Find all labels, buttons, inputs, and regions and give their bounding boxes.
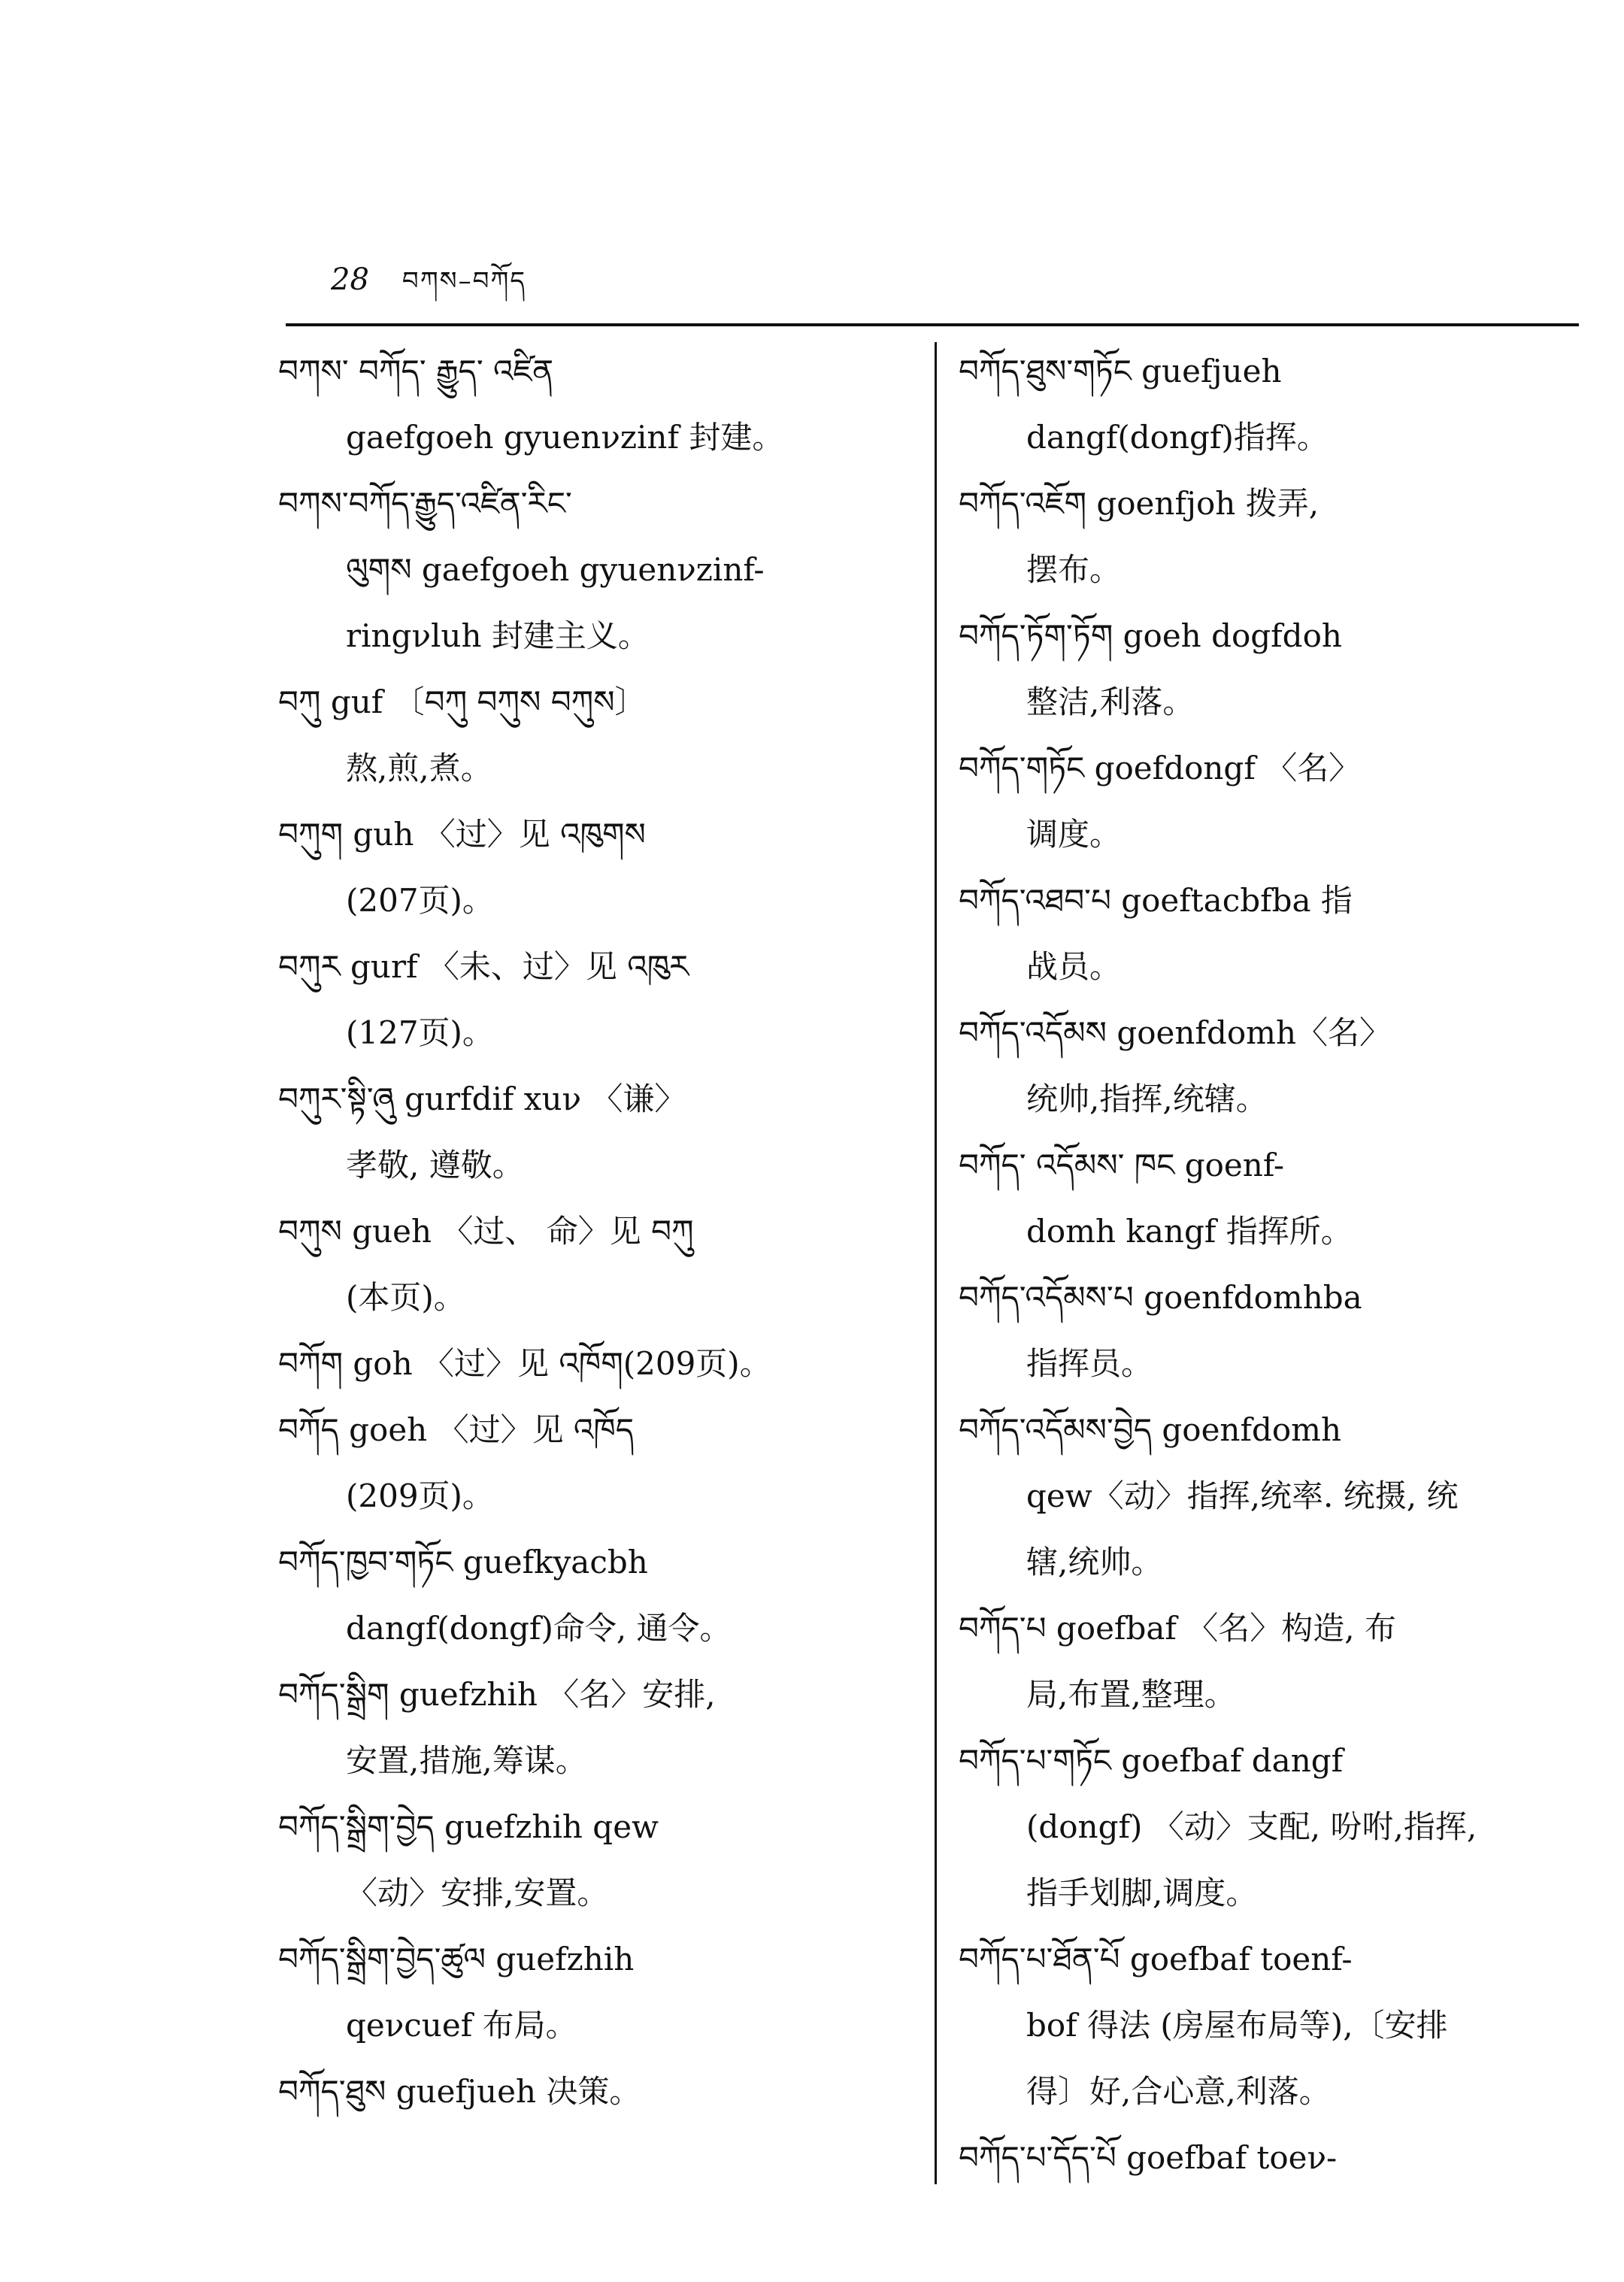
dictionary-entry [278,1199,910,1331]
entry-continuation: 局,布置,整理。 [1026,1676,1236,1713]
entry-continuation: ringνluh 封建主义。 [346,617,650,654]
entry-headline: བཀོད་གཏོང goefdongf 〈名〉 [959,750,1361,786]
entry-continuation: gaefgoeh gyuenνzinf 封建。 [346,419,784,456]
entry-headline: བཀོག goh 〈过〉见 འཁོག(209页)。 [278,1345,771,1382]
entry-continuation: (207页)。 [346,882,494,919]
dictionary-entry [278,1794,910,1926]
dictionary-entry [278,1397,910,1529]
dictionary-entry [278,934,910,1066]
entry-continuation: 〈动〉安排,安置。 [346,1874,609,1911]
entry-continuation: dangf(dongf)指挥。 [1026,419,1329,456]
entry-headline: བཀུར་སྟི་ཞུ gurfdif xuν 〈谦〉 [278,1080,686,1117]
left-column [278,338,910,2125]
entry-headline: བཀོད་ཏོག་ཏོག goeh dogfdoh [959,617,1342,654]
dictionary-entry [959,1397,1583,1596]
dictionary-entry [278,669,910,802]
entry-headline: བཀོད་འཇོག goenfjoh 拨弄, [959,485,1320,522]
entry-headline: བཀོད་ འདོམས་ ཁང goenf- [959,1147,1285,1183]
page-header [331,252,526,324]
entry-continuation: 整洁,利落。 [1026,683,1195,720]
entry-continuation: 统帅,指挥,统辖。 [1026,1080,1268,1117]
dictionary-entry [959,868,1583,1000]
entry-headline: བཀུ guf 〔བཀུ བཀུས བཀུས〕 [278,683,647,720]
entry-headline: བཀོད་ཁྱབ་གཏོང guefkyacbh [278,1544,648,1580]
dictionary-entry [278,1662,910,1794]
dictionary-entry [278,802,910,934]
dictionary-entry [278,1926,910,2059]
dictionary-entry [278,471,910,669]
entry-headline: བཀོད་སྒྲིག guefzhih 〈名〉安排, [278,1676,716,1713]
dictionary-entry [959,1926,1583,2125]
dictionary-entry [959,603,1583,735]
entry-headline: བཀུས gueh 〈过、 命〉见 བཀུ [278,1213,694,1250]
dictionary-entry [959,338,1583,471]
entry-continuation: 熬,煎,煮。 [346,750,492,786]
dictionary-entry [959,1265,1583,1397]
entry-continuation: (127页)。 [346,1014,494,1051]
entry-continuation: 安置,措施,筹谋。 [346,1742,587,1779]
entry-continuation: ལུགས gaefgoeh gyuenνzinf- [346,551,765,588]
entry-headline: བཀོད་སྒྲིག་བྱེད་ཚུལ guefzhih [278,1941,635,1977]
entry-continuation: (dongf) 〈动〉支配, 吩咐,指挥, [1026,1808,1477,1845]
entry-continuation: 辖,统帅。 [1026,1544,1163,1580]
right-column [959,338,1583,2191]
dictionary-entry [959,1728,1583,1926]
entry-headline: བཀོད་སྒྲིག་བྱེད guefzhih qew [278,1808,659,1845]
dictionary-entry [278,1066,910,1199]
entry-headline: བཀུག guh 〈过〉见 འཁུགས [278,816,646,853]
entry-continuation: (本页)。 [346,1279,465,1316]
entry-headline: བཀོད་པ་ཐོན་པོ goefbaf toenf- [959,1941,1353,1977]
entry-headline: བཀུར gurf 〈未、过〉见 འཁུར [278,948,689,985]
entry-headline: བཀས་བཀོད་རྒྱུད་འཛིན་རིང་ [278,485,572,522]
entry-headline: བཀོད་འདོམས་པ goenfdomhba [959,1279,1362,1316]
entry-headline: བཀོད་ཐུས guefjueh 决策。 [278,2073,641,2110]
dictionary-entry [278,2059,910,2125]
dictionary-entry [959,735,1583,868]
dictionary-entry [959,1000,1583,1132]
column-divider [935,342,937,2184]
entry-continuation: 指手划脚,调度。 [1026,1874,1258,1911]
dictionary-entry [278,338,910,471]
entry-continuation: domh kangf 指挥所。 [1026,1213,1353,1250]
running-head: བཀས–བཀོད [401,266,527,296]
entry-continuation: dangf(dongf)命令, 通令。 [346,1610,732,1647]
dictionary-entry [278,1529,910,1662]
entry-headline: བཀོད་པ་དོད་པོ goefbaf toeν- [959,2139,1338,2176]
dictionary-entry [959,471,1583,603]
entry-continuation: 摆布。 [1026,551,1122,588]
page-number: 28 [331,262,369,297]
entry-continuation: qew〈动〉指挥,统率. 统摄, 统 [1026,1477,1459,1514]
entry-headline: བཀོད་འཐབ་པ goeftacbfba 指 [959,882,1353,919]
entry-headline: བཀོད་པ་གཏོང goefbaf dangf [959,1742,1344,1779]
entry-continuation: 战员。 [1026,948,1122,985]
dictionary-entry [959,1596,1583,1728]
entry-continuation: qeνcuef 布局。 [346,2007,577,2044]
header-rule [286,323,1579,326]
entry-continuation: 指挥员。 [1026,1345,1153,1382]
entry-headline: བཀས་ བཀོད་ རྒྱུད་ འཛིན [278,353,554,389]
entry-continuation: (209页)。 [346,1477,494,1514]
entry-continuation: 得〕好,合心意,利落。 [1026,2073,1331,2110]
entry-continuation: 孝敬, 遵敬。 [346,1147,524,1183]
entry-headline: བཀོད goeh 〈过〉见 འཁོད [278,1411,635,1448]
entry-headline: བཀོད་པ goefbaf 〈名〉构造, 布 [959,1610,1396,1647]
entry-headline: བཀོད་འདོམས་བྱེད goenfdomh [959,1411,1342,1448]
dictionary-entry [959,2125,1583,2191]
dictionary-entry [959,1132,1583,1265]
entry-headline: བཀོད་ཐུས་གཏོང guefjueh [959,353,1282,389]
entry-continuation: 调度。 [1026,816,1122,853]
entry-headline: བཀོད་འདོམས goenfdomh〈名〉 [959,1014,1392,1051]
dictionary-entry [278,1331,910,1397]
entry-continuation: bof 得法 (房屋布局等),〔安排 [1026,2007,1448,2044]
